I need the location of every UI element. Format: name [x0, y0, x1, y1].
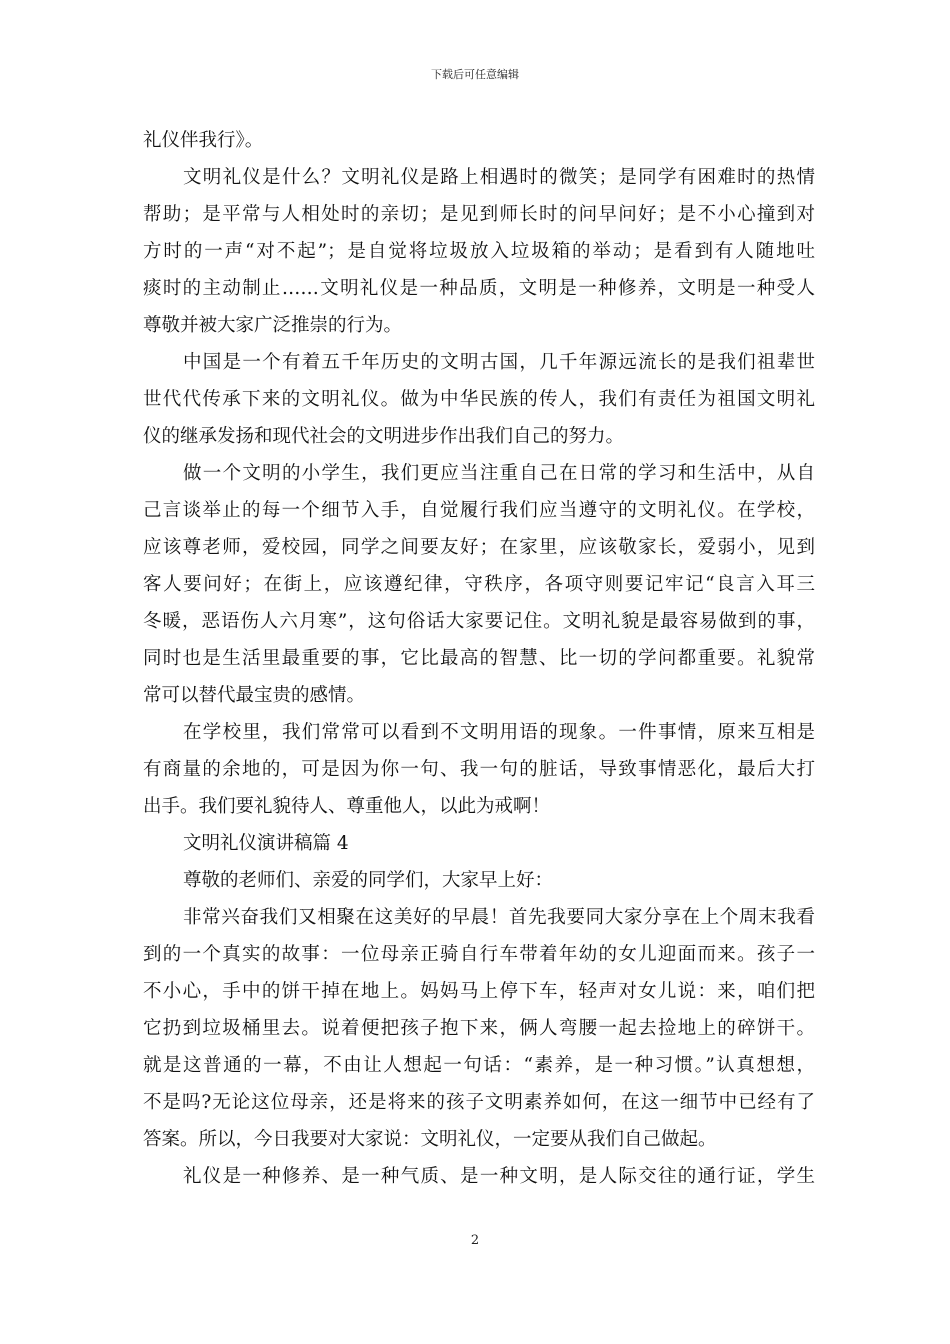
text-line: 冬暖，恶语伤人六月寒”，这句俗话大家要记住。文明礼貌是最容易做到的事， — [143, 611, 815, 632]
text-line: 中国是一个有着五千年历史的文明古国，几千年源远流长的是我们祖辈世 — [183, 352, 815, 373]
text-line: 客人要问好；在街上，应该遵纪律，守秩序，各项守则要记牢记“良言入耳三 — [143, 574, 815, 595]
text-line: 不是吗?无论这位母亲，还是将来的孩子文明素养如何，在这一细节中已经有了 — [143, 1092, 815, 1113]
text-line: 尊敬并被大家广泛推崇的行为。 — [143, 315, 403, 336]
text-line: 出手。我们要礼貌待人、尊重他人，以此为戒啊！ — [143, 796, 551, 817]
text-line: 应该尊老师，爱校园，同学之间要友好；在家里，应该敬家长，爱弱小，见到 — [143, 537, 815, 558]
text-line: 做一个文明的小学生，我们更应当注重自己在日常的学习和生活中，从自 — [183, 463, 815, 484]
text-line: 到的一个真实的故事：一位母亲正骑自行车带着年幼的女儿迎面而来。孩子一 — [143, 944, 815, 965]
text-line: 痰时的主动制止……文明礼仪是一种品质，文明是一种修养，文明是一种受人 — [143, 278, 815, 299]
text-line: 常可以替代最宝贵的感情。 — [143, 685, 366, 706]
text-line: 文明礼仪是什么？文明礼仪是路上相遇时的微笑；是同学有困难时的热情 — [183, 167, 815, 188]
text-line: 仪的继承发扬和现代社会的文明进步作出我们自己的努力。 — [143, 426, 625, 447]
text-line: 有商量的余地的，可是因为你一句、我一句的脏话，导致事情恶化，最后大打 — [143, 759, 815, 780]
text-line: 己言谈举止的每一个细节入手，自觉履行我们应当遵守的文明礼仪。在学校， — [143, 500, 815, 521]
page-header: 下载后可任意编辑 — [431, 68, 519, 81]
text-line: 世代代传承下来的文明礼仪。做为中华民族的传人，我们有责任为祖国文明礼 — [143, 389, 815, 410]
page-number: 2 — [470, 1233, 480, 1248]
text-line: 它扔到垃圾桶里去。说着便把孩子抱下来，俩人弯腰一起去捡地上的碎饼干。 — [143, 1018, 815, 1039]
text-line: 在学校里，我们常常可以看到不文明用语的现象。一件事情，原来互相是 — [183, 722, 815, 743]
text-line: 就是这普通的一幕，不由让人想起一句话：“素养，是一种习惯。”认真想想， — [143, 1055, 815, 1076]
text-line: 同时也是生活里最重要的事，它比最高的智慧、比一切的学问都重要。礼貌常 — [143, 648, 815, 669]
text-line: 礼仪伴我行》。 — [143, 130, 264, 151]
text-line: 礼仪是一种修养、是一种气质、是一种文明，是人际交往的通行证，学生 — [183, 1166, 815, 1187]
section-heading: 文明礼仪演讲稿篇 4 — [183, 833, 349, 854]
text-line: 方时的一声“对不起”；是自觉将垃圾放入垃圾箱的举动；是看到有人随地吐 — [143, 241, 815, 262]
text-line: 答案。所以，今日我要对大家说：文明礼仪，一定要从我们自己做起。 — [143, 1129, 717, 1150]
salutation-line: 尊敬的老师们、亲爱的同学们，大家早上好： — [183, 870, 554, 891]
document-body — [143, 122, 815, 1195]
text-line: 非常兴奋我们又相聚在这美好的早晨！首先我要同大家分享在上个周末我看 — [183, 907, 815, 928]
text-line: 不小心，手中的饼干掉在地上。妈妈马上停下车，轻声对女儿说：来，咱们把 — [143, 981, 815, 1002]
text-line: 帮助；是平常与人相处时的亲切；是见到师长时的问早问好；是不小心撞到对 — [143, 204, 815, 225]
